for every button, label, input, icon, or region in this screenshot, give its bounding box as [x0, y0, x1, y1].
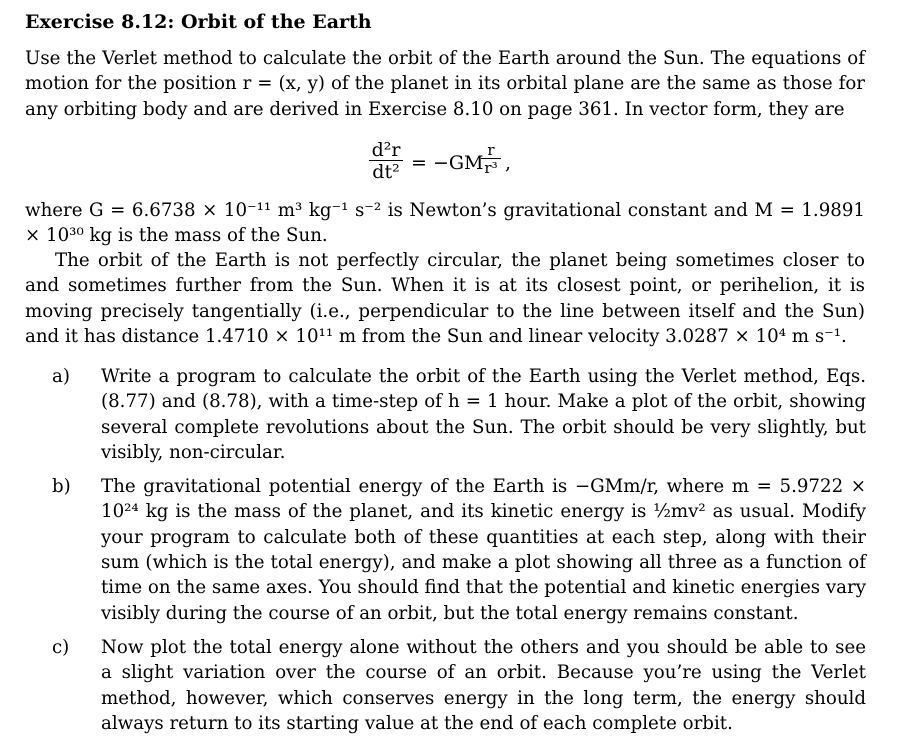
list-item [52, 635, 866, 736]
rhs-denominator: r³ [484, 159, 498, 177]
lhs-fraction [369, 140, 403, 183]
list-item [52, 364, 866, 465]
orbit-paragraph: The orbit of the Earth is not perfectly circular, the planet being sometimes closer to and sometimes further from the Sun. When it is at its closest point, or perihelion, it is moving precisely tangentially (i.e., perpendicular to the line between itself and the Sun) and it has distance 1.4710 × 10¹¹ m from the Sun and linear velocity 3.0287 × 10⁴ m s⁻¹. [25, 250, 865, 347]
rhs-numerator: r [487, 141, 495, 159]
equation-middle: = −GM [411, 152, 484, 174]
constants-paragraph: where G = 6.6738 × 10⁻¹¹ m³ kg⁻¹ s⁻² is Newton’s gravitational constant and M = 1.9891 × 10³⁰ kg is the mass of the Sun. [25, 200, 865, 247]
part-text: Write a program to calculate the orbit of the Earth using the Verlet method, Eqs. (8.77) and (8.78), with a time-step of h = 1 hour. Make a plot of the orbit, showing several complete revolutions about the Sun. The orbit should be very slightly, but visibly, non-circular. [101, 366, 866, 463]
intro-paragraph: Use the Verlet method to calculate the orbit of the Earth around the Sun. The equations of motion for the position r = (x, y) of the planet in its orbital plane are the same as those for any orbiting body and are derived in Exercise 8.10 on page 361. In vector form, they are [25, 48, 865, 120]
part-label: b) [52, 476, 71, 498]
rhs-fraction [481, 142, 501, 177]
lhs-numerator: d²r [371, 139, 401, 161]
part-label: c) [52, 636, 70, 658]
list-item [52, 474, 866, 626]
exercise-parts-list [52, 364, 866, 745]
equation-trailing: , [505, 152, 512, 174]
lhs-denominator: dt² [372, 161, 400, 183]
equation-of-motion [369, 140, 569, 188]
part-text: Now plot the total energy alone without the others and you should be able to see a slight variation over the course of an orbit. Because you’re using the Verlet method, however, which conserves energy in the long term, the energy should always return to its starting value at the end of each complete orbit. [101, 636, 866, 734]
part-text: The gravitational potential energy of the Earth is −GMm/r, where m = 5.9722 × 10²⁴ kg is the mass of the planet, and its kinetic energy is ½mv² as usual. Modify your program to calculate both of these quantities at each step, along with their sum (which is the total energy), and make a plot showing all three as a function of time on the same axes. You should find that the potential and kinetic energies vary visibly during the course of an orbit, but the total energy remains constant. [101, 476, 866, 624]
exercise-title: Exercise 8.12: Orbit of the Earth [25, 11, 372, 33]
part-label: a) [52, 366, 70, 387]
